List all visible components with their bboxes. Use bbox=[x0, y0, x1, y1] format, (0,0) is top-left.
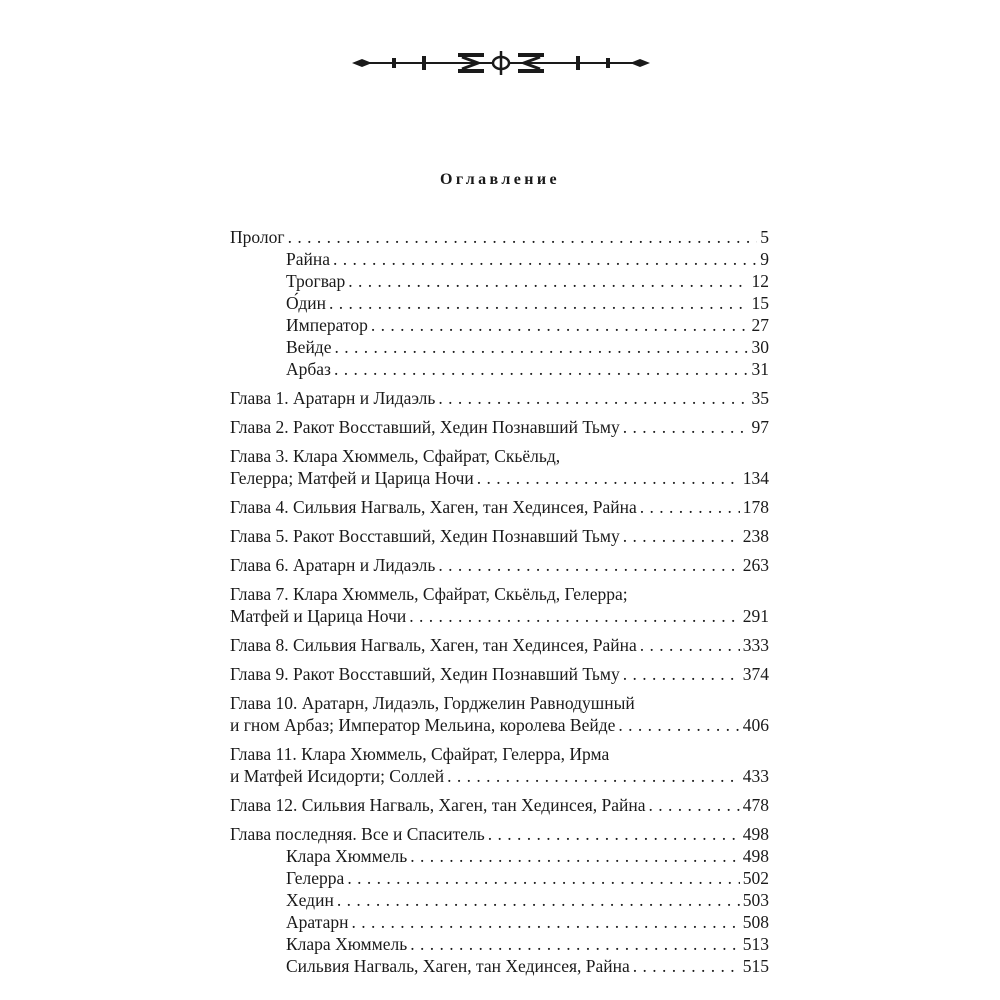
toc-entry-title: Глава 2. Ракот Восставший, Хедин Познавший Тьму bbox=[230, 417, 620, 437]
dot-leader bbox=[633, 955, 740, 977]
toc-entry[interactable] bbox=[230, 554, 769, 576]
toc-entry-line bbox=[230, 387, 769, 409]
toc-entry-title: Райна bbox=[286, 249, 330, 269]
toc-entry-title: О́дин bbox=[286, 293, 327, 313]
toc-entry[interactable] bbox=[230, 845, 769, 867]
toc-page-number: 498 bbox=[742, 824, 769, 844]
dot-leader bbox=[333, 248, 757, 270]
dot-leader bbox=[623, 663, 740, 685]
dot-leader bbox=[329, 292, 748, 314]
toc-entry-line bbox=[230, 467, 769, 489]
toc-page-number: 515 bbox=[742, 956, 769, 976]
toc-entry-title: Император bbox=[286, 315, 368, 335]
toc-entry-line bbox=[230, 605, 769, 627]
toc-entry[interactable] bbox=[230, 248, 769, 270]
toc-entry-title: Глава 11. Клара Хюммель, Сфайрат, Гелерра, Ирма bbox=[230, 744, 610, 764]
dot-leader bbox=[447, 765, 740, 787]
toc-entry-title: Арбаз bbox=[286, 359, 331, 379]
toc-page-number: 134 bbox=[742, 468, 769, 488]
toc-entry-title: Глава 9. Ракот Восставший, Хедин Познавший Тьму bbox=[230, 664, 620, 684]
toc-page-number: 478 bbox=[742, 795, 769, 815]
toc-entry-line bbox=[230, 248, 769, 270]
toc-entry-title: и гном Арбаз; Император Мельина, королева Вейде bbox=[230, 715, 616, 735]
toc-entry-title: Глава 5. Ракот Восставший, Хедин Познавший Тьму bbox=[230, 526, 620, 546]
toc-entry[interactable] bbox=[230, 933, 769, 955]
toc-page-number: 35 bbox=[751, 388, 769, 408]
page-title: Оглавление bbox=[440, 171, 560, 188]
toc-entry-title: Сильвия Нагваль, Хаген, тан Хединсея, Райна bbox=[286, 956, 630, 976]
toc-page-number: 374 bbox=[742, 664, 769, 684]
toc-entry-title: Глава 12. Сильвия Нагваль, Хаген, тан Хединсея, Райна bbox=[230, 795, 646, 815]
toc-entry-title: Глава 4. Сильвия Нагваль, Хаген, тан Хединсея, Райна bbox=[230, 497, 637, 517]
toc-entry[interactable] bbox=[230, 663, 769, 685]
toc-entry-line bbox=[230, 416, 769, 438]
toc-page-number: 502 bbox=[742, 868, 769, 888]
toc-page-number: 508 bbox=[742, 912, 769, 932]
toc-entry-title: Глава 10. Аратарн, Лидаэль, Горджелин Равнодушный bbox=[230, 693, 635, 713]
toc-entry-title: Клара Хюммель bbox=[286, 934, 408, 954]
toc-entry[interactable] bbox=[230, 525, 769, 547]
toc-entry-line bbox=[230, 911, 769, 933]
toc-entry-line bbox=[230, 445, 769, 467]
dot-leader bbox=[334, 358, 749, 380]
toc-entry-line bbox=[230, 226, 769, 248]
dot-leader bbox=[618, 714, 739, 736]
dot-leader bbox=[623, 416, 749, 438]
toc-page-number: 263 bbox=[742, 555, 769, 575]
toc-page-number: 503 bbox=[742, 890, 769, 910]
toc-entry[interactable] bbox=[230, 955, 769, 977]
toc-page-number: 9 bbox=[760, 249, 769, 269]
toc-entry-line bbox=[230, 933, 769, 955]
toc-entry-title: Глава последняя. Все и Спаситель bbox=[230, 824, 485, 844]
dot-leader bbox=[410, 845, 740, 867]
toc-entry[interactable] bbox=[230, 226, 769, 248]
toc-entry-line bbox=[230, 270, 769, 292]
toc-entry-title: Вейде bbox=[286, 337, 332, 357]
toc-entry-line bbox=[230, 314, 769, 336]
toc-page-number: 97 bbox=[751, 417, 769, 437]
dot-leader bbox=[640, 634, 740, 656]
dot-leader bbox=[351, 911, 739, 933]
toc-entry[interactable] bbox=[230, 292, 769, 314]
dot-leader bbox=[623, 525, 740, 547]
toc-entry[interactable] bbox=[230, 496, 769, 518]
toc-entry[interactable] bbox=[230, 387, 769, 409]
toc-entry-line bbox=[230, 358, 769, 380]
toc-entry-title: Глава 7. Клара Хюммель, Сфайрат, Скьёльд, Гелерра; bbox=[230, 584, 628, 604]
dot-leader bbox=[649, 794, 740, 816]
toc-entry[interactable] bbox=[230, 583, 769, 627]
dot-leader bbox=[347, 867, 739, 889]
toc-entry[interactable] bbox=[230, 889, 769, 911]
toc-page-number: 406 bbox=[742, 715, 769, 735]
toc-page-number: 433 bbox=[742, 766, 769, 786]
toc-entry-title: Глава 1. Аратарн и Лидаэль bbox=[230, 388, 436, 408]
toc-entry[interactable] bbox=[230, 692, 769, 736]
toc-page-number: 513 bbox=[742, 934, 769, 954]
dot-leader bbox=[409, 605, 740, 627]
toc-page-number: 498 bbox=[742, 846, 769, 866]
dot-leader bbox=[337, 889, 740, 911]
dot-leader bbox=[371, 314, 749, 336]
toc-entry-line bbox=[230, 692, 769, 714]
decorative-ornament-icon bbox=[350, 46, 652, 80]
toc-page-number: 333 bbox=[742, 635, 769, 655]
toc-entry-line bbox=[230, 583, 769, 605]
toc-entry-title: Гелерра bbox=[286, 868, 345, 888]
toc-page-number: 178 bbox=[742, 497, 769, 517]
toc-entry-title: Гелерра; Матфей и Царица Ночи bbox=[230, 468, 474, 488]
toc-entry-line bbox=[230, 714, 769, 736]
toc-entry-title: Матфей и Царица Ночи bbox=[230, 606, 407, 626]
toc-page-number: 30 bbox=[751, 337, 769, 357]
toc-page-number: 12 bbox=[751, 271, 769, 291]
toc-entry-title: Глава 8. Сильвия Нагваль, Хаген, тан Хединсея, Райна bbox=[230, 635, 637, 655]
toc-page-number: 5 bbox=[760, 227, 769, 247]
toc-entry[interactable] bbox=[230, 416, 769, 438]
toc-entry-line bbox=[230, 955, 769, 977]
dot-leader bbox=[477, 467, 740, 489]
dot-leader bbox=[334, 336, 748, 358]
toc-entry-title: Аратарн bbox=[286, 912, 349, 932]
toc-entry-line bbox=[230, 496, 769, 518]
toc-entry-title: и Матфей Исидорти; Соллей bbox=[230, 766, 445, 786]
toc-entry-line bbox=[230, 525, 769, 547]
toc-page-number: 238 bbox=[742, 526, 769, 546]
dot-leader bbox=[438, 554, 739, 576]
toc-entry-title: Глава 3. Клара Хюммель, Сфайрат, Скьёльд, bbox=[230, 446, 561, 466]
dot-leader bbox=[348, 270, 748, 292]
toc-page-number: 15 bbox=[751, 293, 769, 313]
toc-entry[interactable] bbox=[230, 358, 769, 380]
toc-page-number: 27 bbox=[751, 315, 769, 335]
toc-entry-line bbox=[230, 845, 769, 867]
toc-entry-line bbox=[230, 663, 769, 685]
toc-entry-title: Клара Хюммель bbox=[286, 846, 408, 866]
dot-leader bbox=[410, 933, 740, 955]
toc-entry-title: Пролог bbox=[230, 227, 285, 247]
toc-entry[interactable] bbox=[230, 794, 769, 816]
dot-leader bbox=[640, 496, 740, 518]
toc-entry-title: Хедин bbox=[286, 890, 334, 910]
dot-leader bbox=[438, 387, 748, 409]
toc-entry[interactable] bbox=[230, 270, 769, 292]
toc-entry[interactable] bbox=[230, 314, 769, 336]
toc-entry-line bbox=[230, 292, 769, 314]
dot-leader bbox=[288, 226, 758, 248]
toc-page-number: 31 bbox=[751, 359, 769, 379]
toc-entry-title: Глава 6. Аратарн и Лидаэль bbox=[230, 555, 436, 575]
toc-entry[interactable] bbox=[230, 823, 769, 845]
toc-entry[interactable] bbox=[230, 445, 769, 489]
toc-page-number: 291 bbox=[742, 606, 769, 626]
table-of-contents bbox=[230, 226, 769, 977]
toc-entry-title: Трогвар bbox=[286, 271, 346, 291]
toc-entry-line bbox=[230, 823, 769, 845]
toc-entry[interactable] bbox=[230, 867, 769, 889]
toc-entry[interactable] bbox=[230, 336, 769, 358]
toc-entry[interactable] bbox=[230, 911, 769, 933]
toc-entry-line bbox=[230, 867, 769, 889]
toc-entry-line bbox=[230, 554, 769, 576]
toc-entry-line bbox=[230, 634, 769, 656]
toc-entry[interactable] bbox=[230, 743, 769, 787]
toc-entry-line bbox=[230, 889, 769, 911]
toc-entry-line bbox=[230, 743, 769, 765]
dot-leader bbox=[488, 823, 740, 845]
toc-entry-line bbox=[230, 336, 769, 358]
toc-entry-line bbox=[230, 794, 769, 816]
toc-entry-line bbox=[230, 765, 769, 787]
toc-entry[interactable] bbox=[230, 634, 769, 656]
